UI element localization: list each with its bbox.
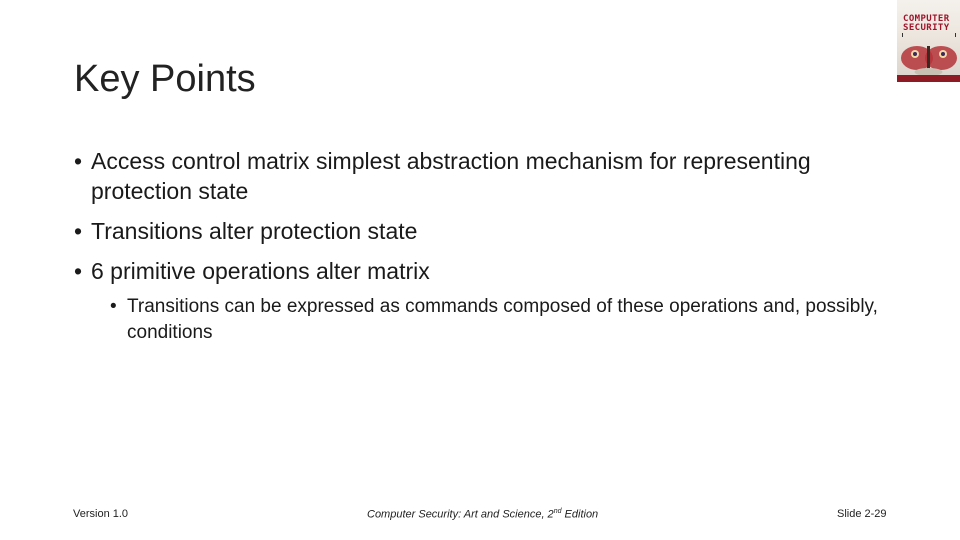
bullet-dot: • <box>74 148 83 174</box>
footer-slide-number: Slide 2-29 <box>837 508 887 520</box>
bullet-item <box>74 216 894 246</box>
cover-title-line2: SECURITY <box>903 23 950 33</box>
bullet-dot: • <box>74 218 83 244</box>
cover-bottom-band <box>897 75 960 82</box>
bullet-item <box>74 256 894 286</box>
cover-title-line1: COMPUTER <box>903 14 950 24</box>
footer-book-sup: nd <box>553 508 562 515</box>
footer-book-suffix: Edition <box>561 508 599 521</box>
footer-book-title <box>367 508 598 521</box>
slide-title: Key Points <box>74 58 256 100</box>
bullet-text: Transitions alter protection state <box>91 218 418 244</box>
bullet-text: 6 primitive operations alter matrix <box>91 258 430 284</box>
bullet-item <box>74 146 894 206</box>
cover-subtitle-bar <box>902 33 956 37</box>
bullet-dot: • <box>74 258 83 284</box>
book-cover-image <box>897 0 960 82</box>
sub-bullet-text: Transitions can be expressed as commands composed of these operations and, possibly, conditions <box>127 296 878 343</box>
slide-body <box>74 146 894 346</box>
footer-book-prefix: Computer Security: Art and Science, 2 <box>367 508 554 521</box>
bullet-text: Access control matrix simplest abstraction mechanism for representing protection state <box>91 148 811 204</box>
footer-version: Version 1.0 <box>73 508 129 520</box>
cover-butterfly-illustration <box>897 38 960 78</box>
sub-bullet-item <box>110 294 887 346</box>
sub-bullet-dot: • <box>110 296 117 317</box>
